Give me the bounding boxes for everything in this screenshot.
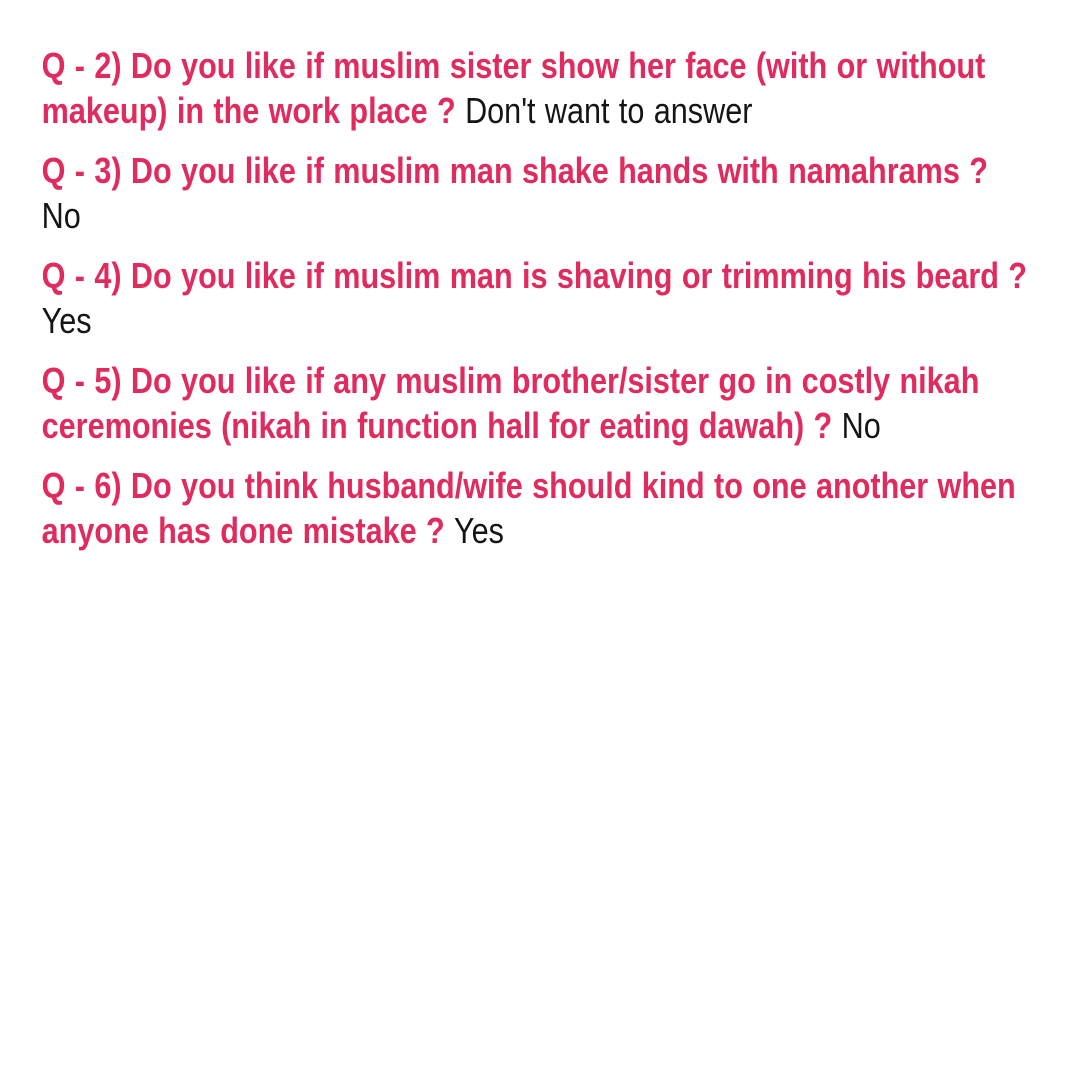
answer-text-q2: Don't want to answer: [465, 90, 753, 131]
question-text-q4: Q - 4) Do you like if muslim man is shaving or trimming his beard ?: [41, 255, 1027, 296]
answer-text-q5: No: [841, 405, 881, 446]
answer-text-q4: Yes: [41, 300, 92, 341]
qa-item-q6: [42, 463, 1032, 553]
question-text-q3: Q - 3) Do you like if muslim man shake hands with namahrams ?: [41, 150, 988, 191]
answer-text-q6: Yes: [454, 510, 504, 551]
question-text-q5: Q - 5) Do you like if any muslim brother/sister go in costly nikah ceremonies (nikah in function hall for eating dawah) ?: [41, 360, 980, 446]
qa-item-q5: [42, 358, 1032, 448]
qa-item-q4: [42, 253, 1032, 343]
question-text-q6: Q - 6) Do you think husband/wife should kind to one another when anyone has done mistake ?: [41, 465, 1016, 551]
question-text-q2: Q - 2) Do you like if muslim sister show her face (with or without makeup) in the work place ?: [41, 45, 986, 131]
qa-item-q3: [42, 148, 1032, 238]
answer-text-q3: No: [41, 195, 81, 236]
qa-item-q2: [42, 43, 1032, 133]
